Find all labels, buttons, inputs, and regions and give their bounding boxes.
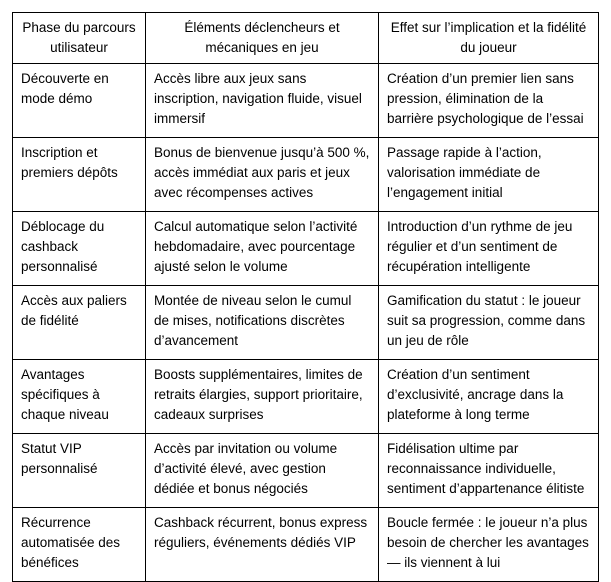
cell-mecaniques: Accès par invitation ou volume d’activité élevé, avec gestion dédiée et bonus négociés [146,434,379,508]
cell-phase: Inscription et premiers dépôts [13,138,146,212]
cell-phase: Statut VIP personnalisé [13,434,146,508]
header-phase: Phase du parcours utilisateur [13,13,146,64]
table-row [13,212,599,286]
header-effet: Effet sur l’implication et la fidélité du joueur [379,13,599,64]
cell-effet: Boucle fermée : le joueur n’a plus besoin de chercher les avantages — ils viennent à lui [379,508,599,582]
cell-effet: Introduction d’un rythme de jeu régulier et d’un sentiment de récupération intelligente [379,212,599,286]
loyalty-journey-table [12,12,599,582]
cell-effet: Passage rapide à l’action, valorisation immédiate de l’engagement initial [379,138,599,212]
table-row [13,360,599,434]
table-row [13,286,599,360]
table-row [13,508,599,582]
cell-effet: Création d’un sentiment d’exclusivité, ancrage dans la plateforme à long terme [379,360,599,434]
cell-phase: Avantages spécifiques à chaque niveau [13,360,146,434]
cell-mecaniques: Bonus de bienvenue jusqu’à 500 %, accès immédiat aux paris et jeux avec récompenses actives [146,138,379,212]
cell-phase: Déblocage du cashback personnalisé [13,212,146,286]
cell-mecaniques: Montée de niveau selon le cumul de mises, notifications discrètes d’avancement [146,286,379,360]
cell-mecaniques: Accès libre aux jeux sans inscription, navigation fluide, visuel immersif [146,64,379,138]
cell-effet: Création d’un premier lien sans pression, élimination de la barrière psychologique de l’essai [379,64,599,138]
table-row [13,434,599,508]
cell-mecaniques: Boosts supplémentaires, limites de retraits élargies, support prioritaire, cadeaux surprises [146,360,379,434]
cell-phase: Découverte en mode démo [13,64,146,138]
cell-mecaniques: Calcul automatique selon l’activité hebdomadaire, avec pourcentage ajusté selon le volume [146,212,379,286]
cell-mecaniques: Cashback récurrent, bonus express réguliers, événements dédiés VIP [146,508,379,582]
cell-effet: Fidélisation ultime par reconnaissance individuelle, sentiment d’appartenance élitiste [379,434,599,508]
table-row [13,138,599,212]
cell-effet: Gamification du statut : le joueur suit sa progression, comme dans un jeu de rôle [379,286,599,360]
cell-phase: Accès aux paliers de fidélité [13,286,146,360]
cell-phase: Récurrence automatisée des bénéfices [13,508,146,582]
header-mecaniques: Éléments déclencheurs et mécaniques en jeu [146,13,379,64]
table-header-row [13,13,599,64]
table-row [13,64,599,138]
